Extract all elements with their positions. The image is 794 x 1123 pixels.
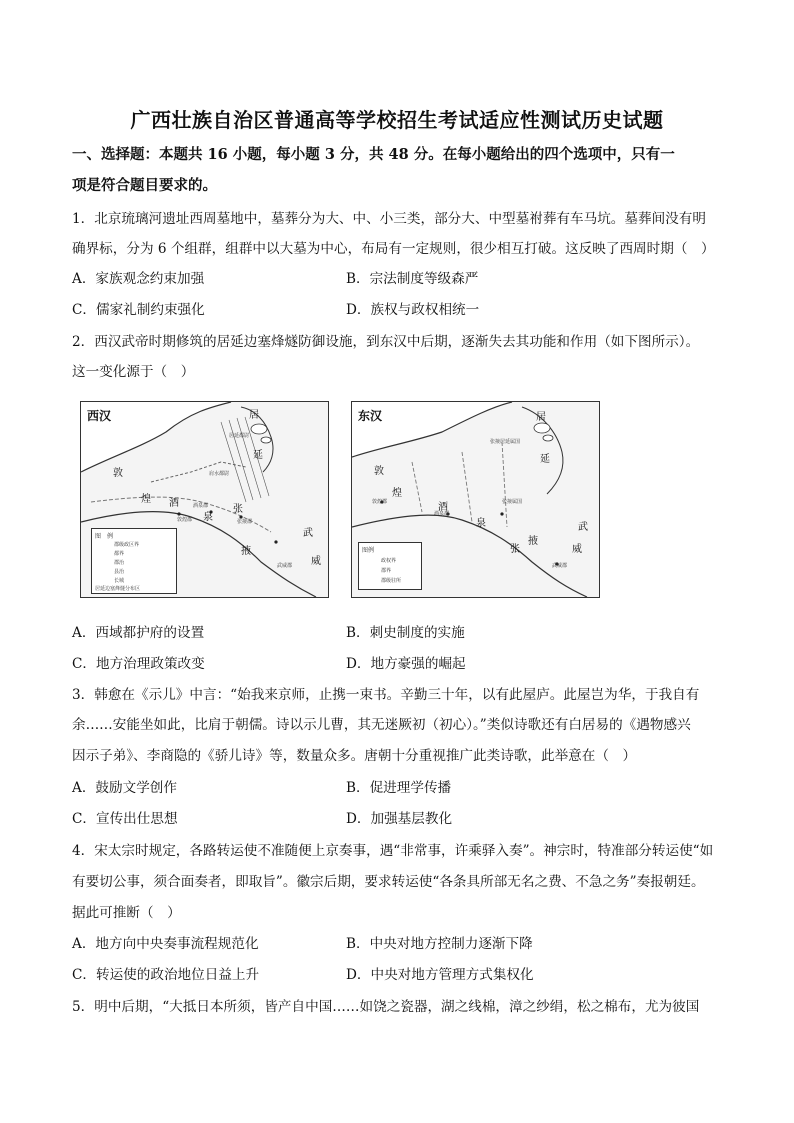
q2-stem-line1: 2．西汉武帝时期修筑的居延边塞烽燧防御设施，到东汉中后期，逐渐失去其功能和作用（如下图所示）。 — [72, 334, 700, 350]
q3-option-c: C．宣传出仕思想 — [72, 811, 178, 827]
place-quan: 泉 — [476, 518, 486, 529]
q3-option-a: A．鼓励文学创作 — [72, 780, 177, 796]
legend-item: 县治 — [114, 569, 125, 575]
note-dunhuang-jun: 敦煌郡 — [177, 517, 193, 523]
q3-stem-line3: 因示子弟》、李商隐的《骄儿诗》等，数量众多。唐朝十分重视推广此类诗歌，此举意在（ ） — [72, 748, 637, 764]
place-yan: 延 — [253, 450, 263, 461]
q2-option-b: B．刺史制度的实施 — [346, 625, 465, 641]
legend-item: 郡界 — [381, 568, 392, 574]
q4-stem-line2: 有要切公事，须合面奏者，即取旨”。徽宗后期，要求转运使“各条具所部无名之费、不急之务”奏报朝廷。 — [72, 874, 705, 890]
map-eastern-han-legend — [358, 542, 422, 590]
q4-stem-line3: 据此可推断（ ） — [72, 905, 181, 921]
q1-option-b: B．宗法制度等级森严 — [346, 271, 479, 287]
note-jiuquan-jun: 酒泉郡 — [434, 511, 450, 517]
q4-option-c: C．转运使的政治地位日益上升 — [72, 967, 260, 983]
legend-item: 长城 — [114, 578, 125, 584]
q3-stem-line1: 3．韩愈在《示儿》中言：“始我来京师，止携一束书。辛勤三十年，以有此屋庐。此屋岂为华，于我自有 — [72, 687, 700, 703]
legend-item: 都界 — [114, 551, 125, 557]
place-jiu: 酒 — [438, 502, 448, 513]
map-western-han — [80, 401, 329, 598]
map-western-han-legend — [91, 528, 177, 594]
place-wei: 威 — [311, 556, 321, 567]
q3-option-b: B．促进理学传播 — [346, 780, 452, 796]
q5-stem-line1: 5．明中后期，“大抵日本所须，皆产自中国……如饶之瓷器，湖之线棉，漳之纱绢，松之棉布，尤为彼国 — [72, 999, 700, 1015]
section-heading-line1: 一、选择题：本题共 16 小题，每小题 3 分，共 48 分。在每小题给出的四个选项中，只有一 — [72, 146, 675, 163]
place-zhang: 张 — [510, 544, 520, 555]
place-wei: 威 — [572, 544, 582, 555]
note-jianshui-duwei: 肩水都尉 — [209, 471, 230, 477]
place-jiu: 酒 — [169, 498, 179, 509]
place-zhang: 张 — [233, 504, 243, 515]
place-ju: 居 — [536, 412, 546, 423]
q4-option-a: A．地方向中央奏事流程规范化 — [72, 936, 259, 952]
q2-option-a: A．西域都护府的设置 — [72, 625, 205, 641]
q3-stem-line2: 余……安能坐如此，比肩于朝儒。诗以示儿曹，其无迷厥初（初心）。”类似诗歌还有白居易的《遇物感兴 — [72, 717, 691, 733]
q2-option-d: D．地方豪强的崛起 — [346, 656, 466, 672]
note-jiuquan-jun: 酒泉郡 — [193, 503, 209, 509]
q3-option-d: D．加强基层教化 — [346, 811, 453, 827]
q2-option-c: C．地方治理政策改变 — [72, 656, 205, 672]
note-juyan-duwei: 居延都尉 — [229, 433, 250, 439]
place-ye: 掖 — [241, 546, 251, 557]
note-zhangye-juyan-shuguo: 张掖居延属国 — [490, 439, 521, 445]
legend-item: 居延边塞烽燧分布区 — [95, 586, 141, 592]
place-yan: 延 — [540, 454, 550, 465]
q1-option-c: C．儒家礼制约束强化 — [72, 302, 205, 318]
place-huang: 煌 — [141, 494, 151, 505]
legend-item: 郡级驻所 — [381, 578, 402, 584]
q1-option-d: D．族权与政权相统一 — [346, 302, 480, 318]
place-dun: 敦 — [113, 468, 123, 479]
place-huang: 煌 — [392, 488, 402, 499]
q4-option-b: B．中央对地方控制力逐渐下降 — [346, 936, 533, 952]
map-eastern-han-label: 东汉 — [358, 409, 383, 423]
place-wu: 武 — [578, 522, 588, 533]
legend-item: 郡级政区界 — [114, 542, 140, 548]
place-wu: 武 — [303, 528, 313, 539]
place-ju: 居 — [249, 410, 259, 421]
legend-title: 图 例 — [95, 533, 114, 540]
page-title: 广西壮族自治区普通高等学校招生考试适应性测试历史试题 — [130, 108, 664, 132]
note-wuwei-jun: 武威郡 — [277, 563, 293, 569]
q1-stem-line2: 确界标，分为 6 个组群，组群中以大墓为中心，布局有一定规则，很少相互打破。这反映了西周时期（ ） — [72, 241, 715, 257]
place-dun: 敦 — [374, 466, 384, 477]
legend-title: 图例 — [362, 547, 375, 554]
section-heading-line2: 项是符合题目要求的。 — [72, 177, 217, 194]
q1-stem-line1: 1．北京琉璃河遗址西周墓地中，墓葬分为大、中、小三类，部分大、中型墓祔葬有车马坑。墓葬间没有明 — [72, 211, 706, 227]
q2-stem-line2: 这一变化源于（ ） — [72, 364, 195, 380]
note-wuwei-jun: 武威郡 — [552, 563, 568, 569]
legend-item: 政权界 — [381, 558, 397, 564]
place-ye: 掖 — [528, 536, 538, 547]
note-dunhuang-jun: 敦煌郡 — [372, 499, 388, 505]
q4-stem-line1: 4．宋太宗时规定，各路转运使不准随便上京奏事，遇“非常事，许乘驿入奏”。神宗时，特准部分转运使“如 — [72, 843, 714, 859]
note-zhangye-shuguo: 张掖属国 — [502, 499, 523, 505]
q4-option-d: D．中央对地方管理方式集权化 — [346, 967, 534, 983]
map-western-han-label: 西汉 — [87, 409, 112, 423]
legend-item: 郡治 — [114, 560, 125, 566]
place-quan: 泉 — [203, 512, 213, 523]
note-zhangye-jun: 张掖郡 — [237, 519, 253, 525]
map-eastern-han — [351, 401, 600, 598]
q1-option-a: A．家族观念约束加强 — [72, 271, 205, 287]
